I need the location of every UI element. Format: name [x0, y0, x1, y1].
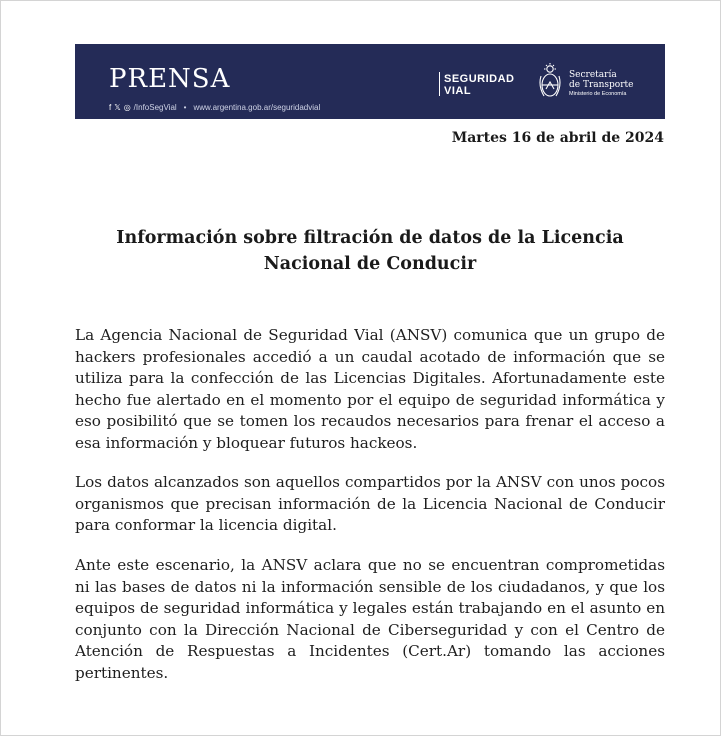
- press-title: Información sobre filtración de datos de la Licencia Nacional de Conducir: [116, 228, 624, 274]
- paragraph-2: Los datos alcanzados son aquellos compartidos por la ANSV con unos pocos organismos que precisan información de la Licencia Nacional de Conducir para conformar la licencia digital.: [75, 473, 665, 535]
- paragraph-1: La Agencia Nacional de Seguridad Vial (ANSV) comunica que un grupo de hackers profesionales accedió a un caudal acotado de información que se utiliza para la confección de las Licencias Digitales. Afortunadamente este hecho fue alertado en el momento por el equipo de seguridad informática y eso posibilitó que se tomen los recaudos necesarios para frenar el acceso a esa información y bloquear futuros hackeos.: [75, 326, 665, 452]
- seguridad-vial-logo: [444, 73, 515, 97]
- ministry-line-1: Secretaría: [569, 70, 617, 80]
- brand-line-2: VIAL: [444, 85, 472, 97]
- instagram-icon[interactable]: ◎: [123, 103, 131, 112]
- paragraph-3: Ante este escenario, la ANSV aclara que no se encuentran comprometidas ni las bases de datos ni la información sensible de los ciudadanos, y que los equipos de seguridad informática y legales están trabajando en el asunto en conjunto con la Dirección Nacional de Ciberseguridad y con el Centro de Atención de Respuestas a Incidentes (Cert.Ar) tomando las acciones pertinentes.: [75, 556, 665, 682]
- banner-title: PRENSA: [109, 64, 231, 94]
- secretaria-transporte-logo: [569, 70, 633, 98]
- brand-divider: [439, 72, 440, 96]
- website-link[interactable]: www.argentina.gob.ar/seguridadvial: [193, 103, 321, 112]
- press-date: Martes 16 de abril de 2024: [451, 130, 664, 146]
- press-banner: [75, 44, 665, 119]
- social-handle[interactable]: /InfoSegVial: [133, 103, 177, 112]
- brand-line-1: SEGURIDAD: [444, 73, 515, 85]
- social-links: [109, 103, 320, 112]
- ministry-line-3: Ministerio de Economía: [569, 91, 627, 97]
- facebook-icon[interactable]: f: [109, 103, 112, 112]
- separator-dot: •: [183, 103, 187, 112]
- x-icon[interactable]: 𝕏: [114, 103, 121, 112]
- ministry-line-2: de Transporte: [569, 80, 634, 90]
- national-seal-icon: [538, 62, 562, 102]
